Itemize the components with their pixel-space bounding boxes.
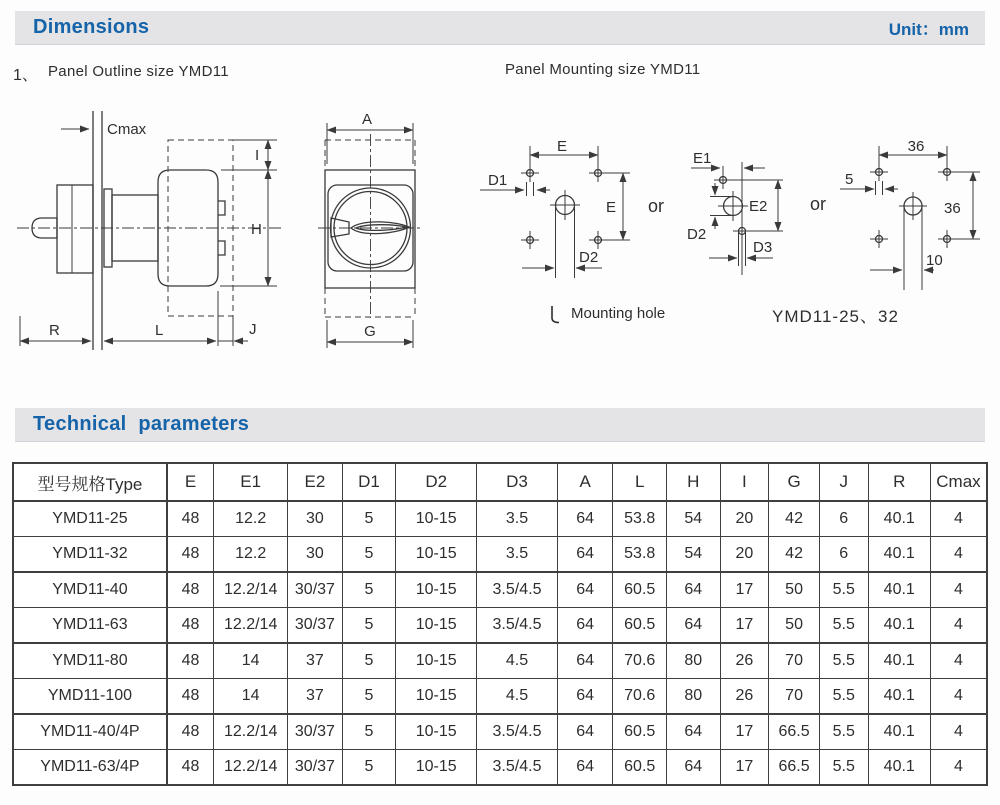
value-cell: 70.6	[613, 679, 667, 715]
value-cell: 30/37	[288, 608, 343, 644]
column-header: E	[167, 463, 214, 501]
table-row	[13, 714, 987, 750]
outline-drawing-title: Panel Outline size YMD11	[48, 63, 229, 80]
value-cell: 4	[930, 643, 987, 679]
value-cell: 17	[720, 714, 769, 750]
value-cell: 30	[288, 537, 343, 573]
value-cell: 5.5	[819, 714, 868, 750]
value-cell: 5	[342, 750, 396, 786]
mounting-model-label: YMD11-25、32	[772, 307, 899, 326]
dim-label-d1: D1	[488, 172, 508, 189]
value-cell: 70	[769, 643, 820, 679]
dim-label-d2: D2	[579, 249, 599, 266]
value-cell: 64	[557, 679, 613, 715]
value-cell: 64	[667, 572, 721, 608]
value-cell: 5.5	[819, 679, 868, 715]
side-panel-lines	[93, 111, 102, 350]
value-cell: 64	[557, 572, 613, 608]
column-header: L	[613, 463, 667, 501]
type-cell: YMD11-63	[13, 608, 167, 644]
value-cell: 10-15	[396, 750, 477, 786]
front-view-drawing	[318, 106, 423, 356]
value-cell: 5	[342, 572, 396, 608]
value-cell: 5	[342, 643, 396, 679]
value-cell: 54	[667, 501, 721, 537]
column-header: D1	[342, 463, 396, 501]
value-cell: 64	[557, 501, 613, 537]
value-cell: 40.1	[868, 501, 930, 537]
side-dimensions	[20, 129, 277, 346]
table-row	[13, 643, 987, 679]
value-cell: 48	[167, 572, 214, 608]
value-cell: 80	[667, 679, 721, 715]
value-cell: 10-15	[396, 501, 477, 537]
dim-label-d2: D2	[687, 226, 707, 243]
column-header: A	[557, 463, 613, 501]
value-cell: 48	[167, 750, 214, 786]
value-cell: 4	[930, 572, 987, 608]
value-cell: 30/37	[288, 750, 343, 786]
technical-header-bar	[15, 408, 985, 442]
value-cell: 5	[342, 501, 396, 537]
dim-label-10: 10	[926, 252, 943, 269]
value-cell: 50	[769, 608, 820, 644]
value-cell: 20	[720, 501, 769, 537]
value-cell: 4	[930, 714, 987, 750]
value-cell: 10-15	[396, 537, 477, 573]
value-cell: 3.5/4.5	[477, 572, 558, 608]
value-cell: 53.8	[613, 501, 667, 537]
or-label-1: or	[648, 196, 665, 216]
value-cell: 64	[667, 750, 721, 786]
value-cell: 48	[167, 679, 214, 715]
value-cell: 4	[930, 501, 987, 537]
type-cell: YMD11-25	[13, 501, 167, 537]
value-cell: 40.1	[868, 750, 930, 786]
value-cell: 48	[167, 714, 214, 750]
value-cell: 37	[288, 679, 343, 715]
value-cell: 12.2/14	[214, 714, 288, 750]
dim-label-36-right: 36	[944, 200, 961, 217]
dim-label-cmax: Cmax	[107, 121, 147, 138]
value-cell: 64	[557, 643, 613, 679]
value-cell: 3.5/4.5	[477, 608, 558, 644]
dim-label-5: 5	[845, 171, 854, 188]
value-cell: 4	[930, 750, 987, 786]
value-cell: 64	[557, 750, 613, 786]
front-knob-handle	[331, 218, 409, 237]
value-cell: 40.1	[868, 714, 930, 750]
dim-label-e-right: E	[605, 199, 616, 216]
column-header: Cmax	[930, 463, 987, 501]
dim-label-e2: E2	[749, 198, 768, 215]
value-cell: 40.1	[868, 572, 930, 608]
value-cell: 48	[167, 643, 214, 679]
value-cell: 3.5	[477, 537, 558, 573]
value-cell: 10-15	[396, 643, 477, 679]
value-cell: 66.5	[769, 714, 820, 750]
value-cell: 6	[819, 501, 868, 537]
type-cell: YMD11-100	[13, 679, 167, 715]
value-cell: 5	[342, 608, 396, 644]
table-row	[13, 501, 987, 537]
value-cell: 5	[342, 537, 396, 573]
or-label-2: or	[810, 194, 827, 214]
type-cell: YMD11-32	[13, 537, 167, 573]
value-cell: 54	[667, 537, 721, 573]
column-header: D3	[477, 463, 558, 501]
column-header: H	[667, 463, 721, 501]
mounting-pattern-3	[838, 138, 998, 303]
type-cell: YMD11-63/4P	[13, 750, 167, 786]
value-cell: 14	[214, 643, 288, 679]
column-header: 型号规格Type	[13, 463, 167, 501]
unit-label: Unit：mm	[888, 20, 969, 39]
column-header: E1	[214, 463, 288, 501]
value-cell: 17	[720, 750, 769, 786]
parameters-table	[12, 462, 988, 786]
table-row	[13, 750, 987, 786]
value-cell: 20	[720, 537, 769, 573]
value-cell: 64	[667, 608, 721, 644]
table-head-row	[13, 463, 987, 501]
value-cell: 42	[769, 537, 820, 573]
value-cell: 48	[167, 608, 214, 644]
type-cell: YMD11-40/4P	[13, 714, 167, 750]
type-cell: YMD11-40	[13, 572, 167, 608]
value-cell: 30/37	[288, 572, 343, 608]
dim-label-l: L	[155, 322, 164, 339]
table-body	[13, 501, 987, 785]
table-row	[13, 572, 987, 608]
value-cell: 48	[167, 537, 214, 573]
type-cell: YMD11-80	[13, 643, 167, 679]
mounting-hole-label: Mounting hole	[571, 305, 666, 322]
value-cell: 10-15	[396, 608, 477, 644]
value-cell: 5	[342, 679, 396, 715]
value-cell: 5.5	[819, 750, 868, 786]
section-title-dimensions: Dimensions	[33, 16, 150, 38]
dim-label-h: H	[251, 221, 262, 238]
column-header: D2	[396, 463, 477, 501]
value-cell: 64	[667, 714, 721, 750]
value-cell: 48	[167, 501, 214, 537]
value-cell: 70	[769, 679, 820, 715]
mounting-hole-note	[548, 305, 665, 325]
value-cell: 10-15	[396, 714, 477, 750]
table-row	[13, 537, 987, 573]
section-title-technical: Technical parameters	[33, 413, 250, 435]
value-cell: 12.2/14	[214, 572, 288, 608]
value-cell: 60.5	[613, 608, 667, 644]
value-cell: 64	[557, 608, 613, 644]
value-cell: 4	[930, 537, 987, 573]
column-header: E2	[288, 463, 343, 501]
value-cell: 4	[930, 608, 987, 644]
value-cell: 4.5	[477, 643, 558, 679]
mounting-pattern-1	[478, 138, 668, 303]
dim-label-d3: D3	[753, 239, 773, 256]
item-number: 1、	[13, 67, 38, 84]
value-cell: 53.8	[613, 537, 667, 573]
value-cell: 60.5	[613, 714, 667, 750]
front-switch-face	[325, 170, 415, 288]
value-cell: 12.2/14	[214, 750, 288, 786]
value-cell: 40.1	[868, 608, 930, 644]
value-cell: 12.2	[214, 501, 288, 537]
dim-label-a: A	[361, 111, 373, 128]
dim-label-g: G	[364, 323, 376, 340]
value-cell: 5.5	[819, 608, 868, 644]
value-cell: 30	[288, 501, 343, 537]
value-cell: 17	[720, 572, 769, 608]
value-cell: 4.5	[477, 679, 558, 715]
column-header: R	[868, 463, 930, 501]
value-cell: 4	[930, 679, 987, 715]
value-cell: 10-15	[396, 572, 477, 608]
value-cell: 30/37	[288, 714, 343, 750]
dim-label-e-top: E	[556, 138, 568, 155]
value-cell: 3.5	[477, 501, 558, 537]
side-view-drawing	[15, 103, 315, 358]
table-row	[13, 679, 987, 715]
value-cell: 80	[667, 643, 721, 679]
value-cell: 64	[557, 714, 613, 750]
value-cell: 70.6	[613, 643, 667, 679]
value-cell: 26	[720, 679, 769, 715]
table-row	[13, 608, 987, 644]
column-header: G	[769, 463, 820, 501]
value-cell: 5.5	[819, 643, 868, 679]
value-cell: 64	[557, 537, 613, 573]
value-cell: 12.2	[214, 537, 288, 573]
value-cell: 14	[214, 679, 288, 715]
dim-label-36-top: 36	[907, 138, 925, 155]
value-cell: 26	[720, 643, 769, 679]
value-cell: 17	[720, 608, 769, 644]
value-cell: 6	[819, 537, 868, 573]
value-cell: 12.2/14	[214, 608, 288, 644]
value-cell: 40.1	[868, 537, 930, 573]
mounting-hole-icon	[548, 305, 562, 325]
value-cell: 10-15	[396, 679, 477, 715]
dim-label-r: R	[49, 322, 60, 339]
value-cell: 42	[769, 501, 820, 537]
dim-label-e1: E1	[693, 150, 712, 167]
value-cell: 37	[288, 643, 343, 679]
value-cell: 40.1	[868, 643, 930, 679]
value-cell: 40.1	[868, 679, 930, 715]
value-cell: 5.5	[819, 572, 868, 608]
value-cell: 5	[342, 714, 396, 750]
dimensions-header-bar	[15, 11, 985, 45]
column-header: J	[819, 463, 868, 501]
dim-label-i: I	[255, 147, 260, 164]
value-cell: 50	[769, 572, 820, 608]
value-cell: 3.5/4.5	[477, 750, 558, 786]
value-cell: 60.5	[613, 572, 667, 608]
mounting-drawing-title: Panel Mounting size YMD11	[505, 61, 701, 78]
value-cell: 3.5/4.5	[477, 714, 558, 750]
value-cell: 60.5	[613, 750, 667, 786]
dim-label-j: J	[249, 321, 257, 338]
value-cell: 66.5	[769, 750, 820, 786]
column-header: I	[720, 463, 769, 501]
